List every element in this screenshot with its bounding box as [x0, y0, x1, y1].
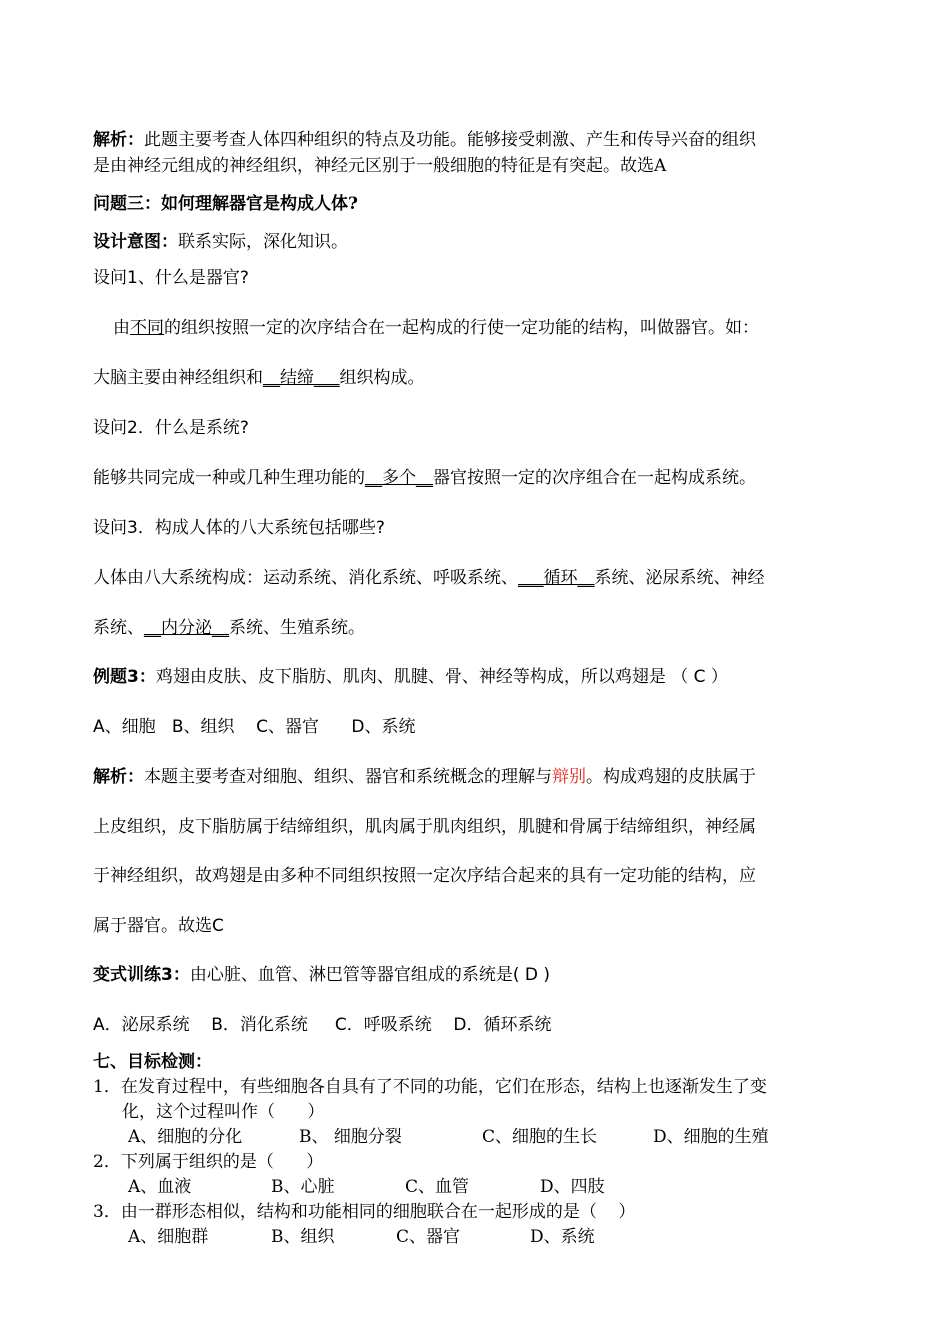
text-segment: 系统、泌尿系统、神经	[594, 568, 765, 588]
option-d: D、四肢	[540, 1177, 605, 1197]
question-3-title: 问题三：如何理解器官是构成人体?	[93, 194, 358, 214]
analysis-2-line-2: 上皮组织，皮下脂肪属于结缔组织，肌肉属于肌肉组织，肌腱和骨属于结缔组织，神经属	[93, 817, 756, 837]
text-segment: 能够共同完成一种或几种生理功能的	[93, 468, 365, 488]
text-segment: 系统、	[93, 618, 144, 638]
text-segment: 。构成鸡翅的皮肤属于	[586, 767, 756, 787]
fill-blank-answer: __内分泌__	[144, 618, 229, 638]
text-segment: 由	[113, 318, 130, 338]
ask-1-answer-line-1	[113, 313, 759, 338]
option-c: C、器官	[396, 1227, 461, 1247]
variant-training-3-options: A．泌尿系统 B．消化系统 C．呼吸系统 D．循环系统	[93, 1015, 552, 1035]
variant-text: 由心脏、血管、淋巴管等器官组成的系统是( D )	[189, 965, 551, 985]
q1-line-2: 化，这个过程叫作（ ）	[122, 1102, 325, 1122]
ask-1-answer-line-2	[93, 363, 425, 388]
option-c: C、细胞的生长	[482, 1127, 598, 1147]
ask-3-answer-line-1	[93, 563, 765, 588]
analysis-label: 解析：	[93, 130, 144, 150]
text-segment: 大脑主要由神经组织和	[93, 368, 263, 388]
text-segment: 的组织按照一定的次序结合在一起构成的行使一定功能的结构，叫做器官。如：	[164, 318, 759, 338]
design-intent	[93, 227, 348, 252]
variant-training-3	[93, 960, 550, 985]
fill-blank-answer: __结缔___	[263, 368, 340, 388]
analysis-2-line-4: 属于器官。故选C	[93, 916, 224, 936]
ask-2-question: 设问2．什么是系统?	[93, 418, 249, 438]
design-intent-text: 联系实际，深化知识。	[178, 232, 348, 252]
analysis-label: 解析：	[93, 767, 144, 787]
example-3	[93, 662, 728, 687]
option-b: B、 细胞分裂	[299, 1127, 402, 1147]
design-intent-label: 设计意图：	[93, 232, 178, 252]
analysis-text: 此题主要考查人体四种组织的特点及功能。能够接受刺激、产生和传导兴奋的组织	[144, 130, 756, 150]
analysis-1-line-2: 是由神经元组成的神经组织，神经元区别于一般细胞的特征是有突起。故选A	[93, 156, 667, 176]
option-d: D、细胞的生殖	[653, 1127, 769, 1147]
analysis-1-line-1	[93, 125, 756, 150]
fill-blank-answer: __多个__	[365, 468, 433, 488]
highlighted-word: 辩别	[552, 767, 586, 787]
ask-3-question: 设问3．构成人体的八大系统包括哪些?	[93, 518, 385, 538]
option-b: B、心脏	[271, 1177, 335, 1197]
option-a: A、血液	[128, 1177, 192, 1197]
text-segment: 系统、生殖系统。	[229, 618, 365, 638]
q2: 2．下列属于组织的是（ ）	[93, 1152, 324, 1172]
text-segment: 本题主要考查对细胞、组织、器官和系统概念的理解与	[144, 767, 552, 787]
option-c: C、血管	[405, 1177, 470, 1197]
section-7-title: 七、目标检测：	[93, 1052, 212, 1072]
underlined-answer: 不同	[130, 318, 164, 338]
example-3-options: A、细胞 B、组织 C、器官 D、系统	[93, 717, 416, 737]
q3-options	[0, 1222, 950, 1246]
option-a: A、细胞群	[128, 1227, 209, 1247]
ask-2-answer	[93, 463, 756, 488]
q2-options	[0, 1172, 950, 1196]
ask-1-question: 设问1、什么是器官?	[93, 268, 249, 288]
q1-options	[0, 1122, 950, 1146]
text-segment: 人体由八大系统构成：运动系统、消化系统、呼吸系统、	[93, 568, 518, 588]
variant-label: 变式训练3：	[93, 965, 190, 985]
option-a: A、细胞的分化	[128, 1127, 243, 1147]
ask-3-answer-line-2	[93, 613, 365, 638]
example-text: 鸡翅由皮肤、皮下脂肪、肌肉、肌腱、骨、神经等构成，所以鸡翅是 （ C ）	[155, 667, 728, 687]
example-label: 例题3：	[93, 667, 156, 687]
text-segment: 器官按照一定的次序组合在一起构成系统。	[433, 468, 756, 488]
analysis-2-line-1	[93, 762, 756, 787]
analysis-2-line-3: 于神经组织，故鸡翅是由多种不同组织按照一定次序结合起来的具有一定功能的结构，应	[93, 866, 756, 886]
option-d: D、系统	[530, 1227, 595, 1247]
option-b: B、组织	[271, 1227, 335, 1247]
text-segment: 组织构成。	[339, 368, 425, 388]
q3: 3．由一群形态相似，结构和功能相同的细胞联合在一起形成的是（ ）	[93, 1202, 636, 1222]
q1-line-1: 1．在发育过程中，有些细胞各自具有了不同的功能，它们在形态，结构上也逐渐发生了变	[93, 1077, 767, 1097]
fill-blank-answer: ___循环__	[518, 568, 595, 588]
